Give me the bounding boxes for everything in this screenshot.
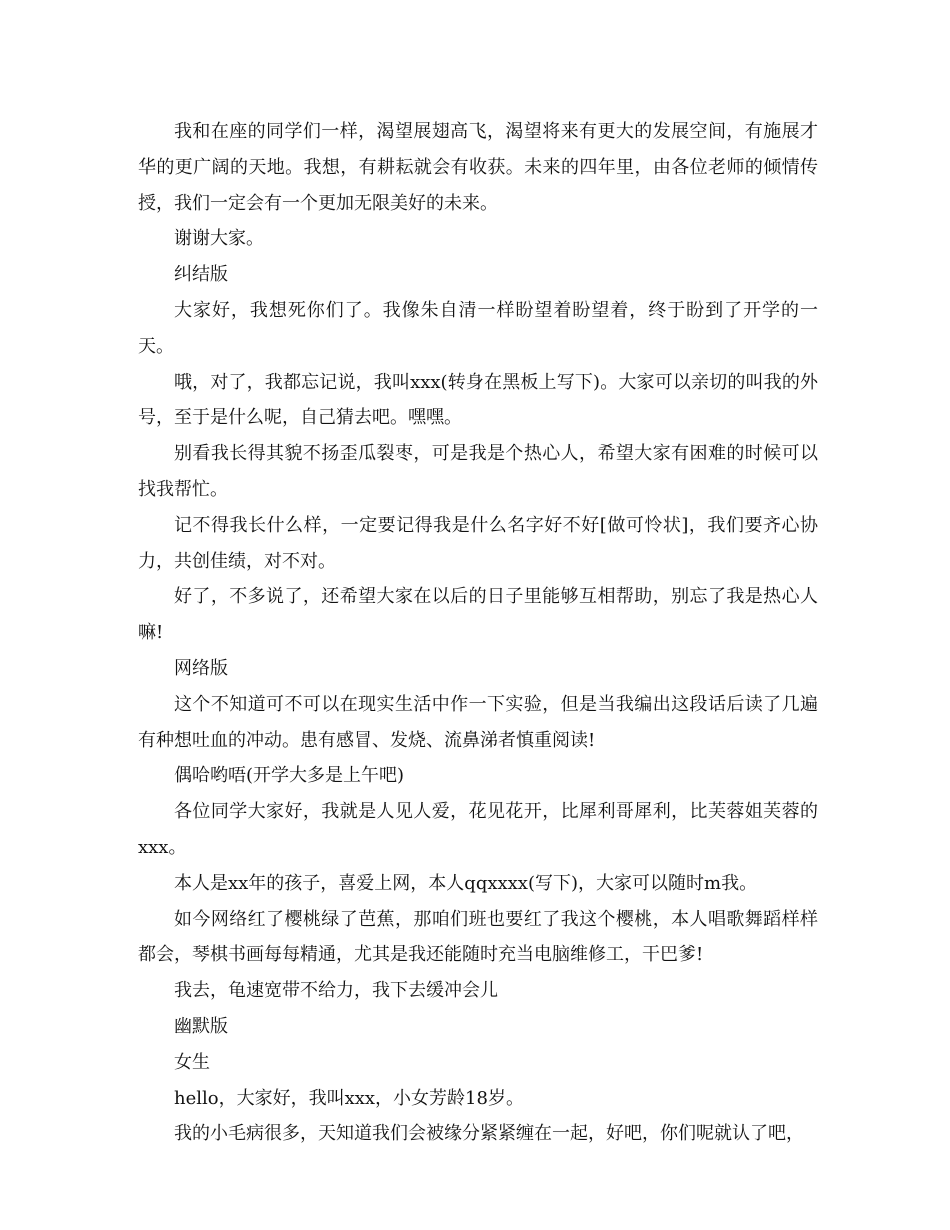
subsection-heading: 女生 [174,1051,210,1073]
paragraph: 哦，对了，我都忘记说，我叫xxx(转身在黑板上写下)。大家可以亲切的叫我的外号，至于是什么呢，自己猜去吧。嘿嘿。 [138,371,818,429]
paragraph: 这个不知道可不可以在现实生活中作一下实验，但是当我编出这段话后读了几遍有种想吐血的冲动。患有感冒、发烧、流鼻涕者慎重阅读! [138,693,818,751]
section-heading: 网络版 [174,657,228,679]
paragraph: 如今网络红了樱桃绿了芭蕉，那咱们班也要红了我这个樱桃，本人唱歌舞蹈样样都会，琴棋书画每每精通，尤其是我还能随时充当电脑维修工，干巴爹! [138,908,818,966]
paragraph: 大家好，我想死你们了。我像朱自清一样盼望着盼望着，终于盼到了开学的一天。 [138,299,818,357]
paragraph: 本人是xx年的孩子，喜爱上网，本人qqxxxx(写下)，大家可以随时m我。 [174,872,758,894]
paragraph: 各位同学大家好，我就是人见人爱，花见花开，比犀利哥犀利，比芙蓉姐芙蓉的xxx。 [138,801,818,858]
paragraph: 别看我长得其貌不扬歪瓜裂枣，可是我是个热心人，希望大家有困难的时候可以找我帮忙。 [138,443,818,500]
paragraph: 我去，龟速宽带不给力，我下去缓冲会儿 [174,980,498,1002]
paragraph: 好了，不多说了，还希望大家在以后的日子里能够互相帮助，别忘了我是热心人嘛! [138,586,818,644]
document-body [138,114,818,1152]
paragraph: hello，大家好，我叫xxx，小女芳龄18岁。 [174,1087,524,1109]
paragraph: 我的小毛病很多，天知道我们会被缘分紧紧缠在一起，好吧，你们呢就认了吧， [174,1123,804,1145]
section-heading: 纠结版 [174,264,228,286]
paragraph: 偶哈哟唔(开学大多是上午吧) [174,765,405,787]
paragraph: 谢谢大家。 [174,228,264,250]
paragraph: 记不得我长什么样，一定要记得我是什么名字好不好[做可怜状]，我们要齐心协力，共创佳绩，对不对。 [138,514,818,572]
paragraph: 我和在座的同学们一样，渴望展翅高飞，渴望将来有更大的发展空间，有施展才华的更广阔的天地。我想，有耕耘就会有收获。未来的四年里，由各位老师的倾情传授，我们一定会有一个更加无限美好的未来。 [138,121,818,214]
section-heading: 幽默版 [174,1015,228,1037]
